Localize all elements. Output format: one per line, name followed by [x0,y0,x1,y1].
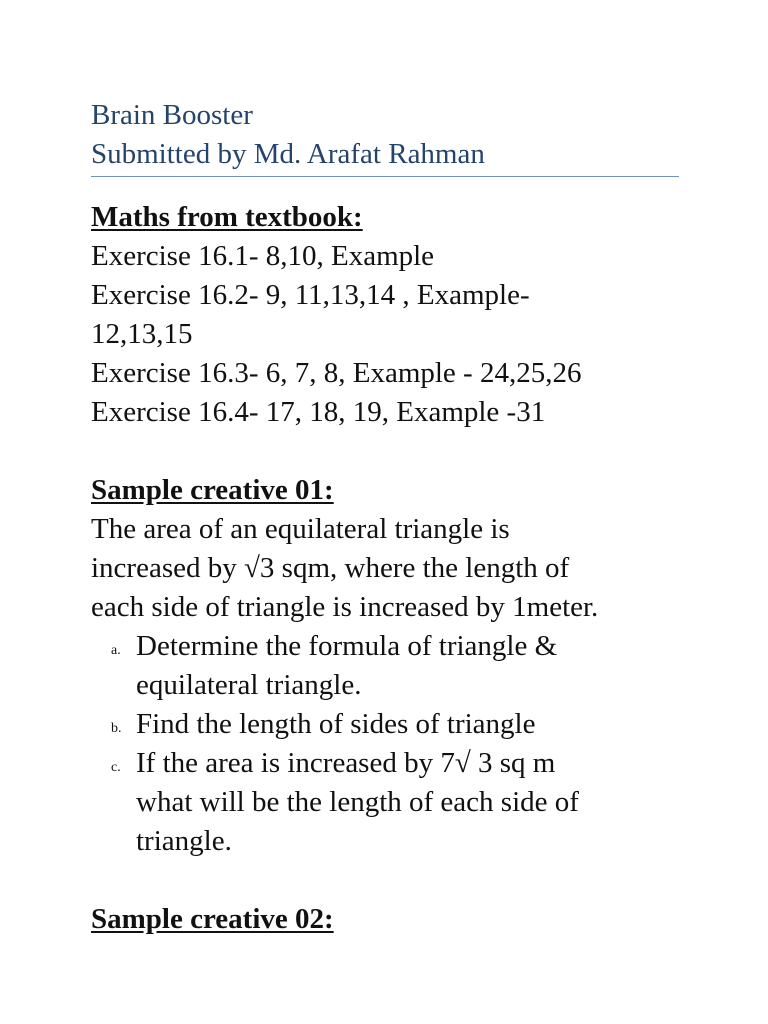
sample-01-heading: Sample creative 01: [91,474,334,506]
sample-01-questions [91,627,691,861]
list-marker: b. [111,721,122,736]
question-text-line: If the area is increased by 7√ 3 sq m [136,747,556,779]
document-body [91,198,691,939]
document-title: Brain Booster [91,99,253,131]
question-text-line: equilateral triangle. [136,669,362,701]
document-header [91,96,681,174]
question-item-a [91,627,691,705]
sample-01-text-line: The area of an equilateral triangle is [91,513,510,545]
question-item-c [91,744,691,861]
exercise-line: Exercise 16.3- 6, 7, 8, Example - 24,25,26 [91,357,582,389]
document-subtitle: Submitted by Md. Arafat Rahman [91,138,485,170]
question-text-line: triangle. [136,825,232,857]
maths-section-heading: Maths from textbook: [91,201,363,233]
exercise-line: 12,13,15 [91,318,193,350]
exercise-line: Exercise 16.4- 17, 18, 19, Example -31 [91,396,546,428]
sample-01-text-line: increased by √3 sqm, where the length of [91,552,570,584]
sample-02-heading: Sample creative 02: [91,903,334,935]
exercise-line: Exercise 16.1- 8,10, Example [91,240,435,272]
list-marker: a. [111,643,121,658]
exercise-line: Exercise 16.2- 9, 11,13,14 , Example- [91,279,530,311]
sample-01-text-line: each side of triangle is increased by 1meter. [91,591,599,623]
question-item-b [91,705,691,744]
question-text-line: what will be the length of each side of [136,786,579,818]
list-marker: c. [111,760,121,775]
header-divider [91,176,679,177]
section-spacer [91,861,691,900]
question-text-line: Find the length of sides of triangle [136,708,536,740]
question-text-line: Determine the formula of triangle & [136,630,558,662]
section-spacer [91,432,691,471]
